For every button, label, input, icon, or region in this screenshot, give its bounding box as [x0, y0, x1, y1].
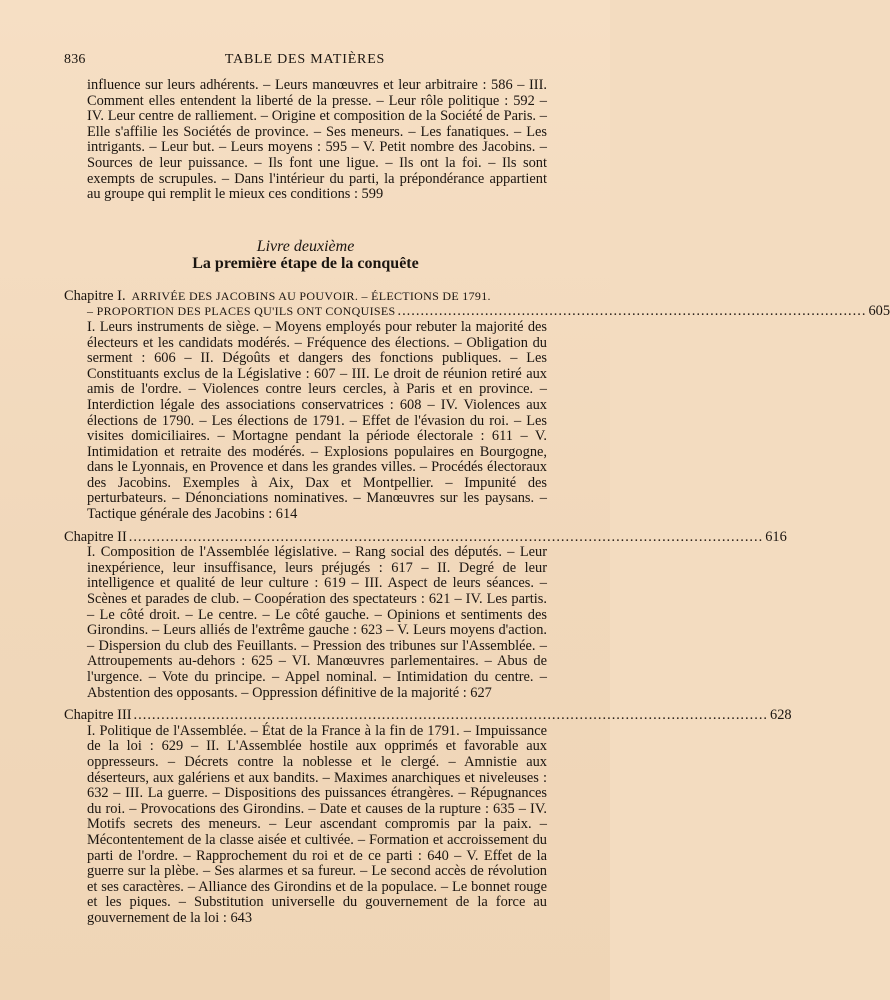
- chapter-1-heading-line2: [64, 303, 890, 320]
- page-number: 836: [64, 52, 86, 67]
- leader-dots: ..........................................................................................................................................: [133, 707, 769, 724]
- chapter-2-page: 616: [765, 528, 787, 545]
- chapter-1: [64, 287, 890, 523]
- chapter-1-page: 605: [868, 303, 890, 320]
- chapter-3-summary: I. Politique de l'Assemblée. – État de la France à la fin de 1791. – Impuissance de la loi : 629 – II. L'Assemblée hostile aux opprimés et favorable aux oppresseurs. – Décrets contre la noblesse et le clergé. – Amnistie aux déserteurs, aux galériens et aux bandits. – Maximes anarchiques et niveleuses : 632 – III. La guerre. – Dispositions des puissances étrangères. – Répugnances du roi. – Provocations des Girondins. – Date et causes de la rupture : 635 – IV. Motifs secrets des meneurs. – Leur ascendant compromis par la paix. – Mécontentement de la classe aisée et cultivée. – Formation et accroissement du parti de l'ordre. – Rapprochement du roi et de ce parti : 640 – V. Effet de la guerre sur la plèbe. – Ses alarmes et sa fureur. – Le second accès de révolution et ses caractères. – Alliance des Girondins et de la populace. – Le bonnet rouge et les piques. – Substitution universelle du gouvernement de la force au gouvernement de la loi : 643: [87, 722, 547, 926]
- livre-label: Livre deuxième: [256, 237, 355, 255]
- chapter-1-title-line2: – PROPORTION DES PLACES QU'ILS ONT CONQUISES: [87, 304, 396, 319]
- toc-body: [64, 77, 890, 934]
- chapter-2: [64, 528, 787, 702]
- chapter-2-label: Chapitre II: [64, 528, 127, 545]
- chapter-1-label: Chapitre I.: [64, 287, 126, 304]
- chapter-3: [64, 707, 792, 926]
- chapter-3-label: Chapitre III: [64, 707, 132, 724]
- running-head: TABLE DES MATIÈRES: [224, 52, 386, 67]
- chapter-2-heading: [64, 528, 787, 546]
- chapter-1-summary: I. Leurs instruments de siège. – Moyens employés pour rebuter la majorité des électeurs et les candidats modérés. – Fréquence des élections. – Obligation du serment : 606 – II. Dégoûts et dangers des fonctions publiques. – Les Constituants exclus de la Législative : 607 – III. Le droit de réunion retiré aux amis de l'ordre. – Violences contre leurs cercles, à Paris et en province. – Interdiction légale des associations conservatrices : 608 – IV. Violences aux élections de 1790. – Les élections de 1791. – Effet de l'évasion du roi. – Les visites domiciliaires. – Mortagne pendant la période électorale : 611 – V. Intimidation et retraite des modérés. – Explosions populaires en Bourgogne, dans le Lyonnais, en Provence et dans les grandes villes. – Procédés électoraux des Jacobins. Exemples à Aix, Dax et Montpellier. – Impunité des perturbateurs. – Dénonciations nominatives. – Manœuvres sur les paysans. – Tactique générale des Jacobins : 614: [87, 318, 547, 523]
- chapter-3-heading: [64, 707, 792, 724]
- leader-dots: ..........................................................................................................................................: [128, 528, 764, 545]
- leader-dots: ......................................................................................................: [397, 303, 867, 320]
- chapter-1-heading: [64, 289, 547, 305]
- chapter-3-page: 628: [770, 707, 792, 724]
- livre-title: La première étape de la conquête: [192, 254, 419, 272]
- chapter-1-title-line1: ARRIVÉE DES JACOBINS AU POUVOIR. – ÉLECTIONS DE 1791.: [131, 288, 491, 303]
- chapter-2-summary: I. Composition de l'Assemblée législative. – Rang social des députés. – Leur inexpérience, leur insuffisance, leurs préjugés : 617 – II. Degré de leur intelligence et qualité de leur culture : 619 – III. Aspect de leurs séances. – Scènes et parades de club. – Coopération des spectateurs : 621 – IV. Les partis. – Le côté droit. – Le centre. – Le côté gauche. – Opinions et sentiments des Girondins. – Leurs alliés de l'extrême gauche : 623 – V. Leurs moyens d'action. – Dispersion du club des Feuillants. – Pression des tribunes sur l'Assemblée. – Attroupements au-dehors : 625 – VI. Manœuvres parlementaires. – Abus de l'urgence. – Vote du principe. – Appel nominal. – Intimidation du centre. – Abstention des opposants. – Oppression définitive de la majorité : 627: [87, 544, 547, 701]
- intro-paragraph: influence sur leurs adhérents. – Leurs manœuvres et leur arbitraire : 586 – III. Comment elles entendent la liberté de la presse. – Leur rôle politique : 592 – IV. Leur centre de ralliement. – Origine et composition de la Société de Paris. – Elle s'affilie les Sociétés de province. – Ses meneurs. – Les fanatiques. – Les intrigants. – Leur but. – Leurs moyens : 595 – V. Petit nombre des Jacobins. – Sources de leur puissance. – Ils font une ligue. – Ils ont la foi. – Ils sont exempts de scrupules. – Dans l'intérieur du parti, la prépondérance appartient au groupe qui remplit le mieux ces conditions : 599: [87, 77, 547, 203]
